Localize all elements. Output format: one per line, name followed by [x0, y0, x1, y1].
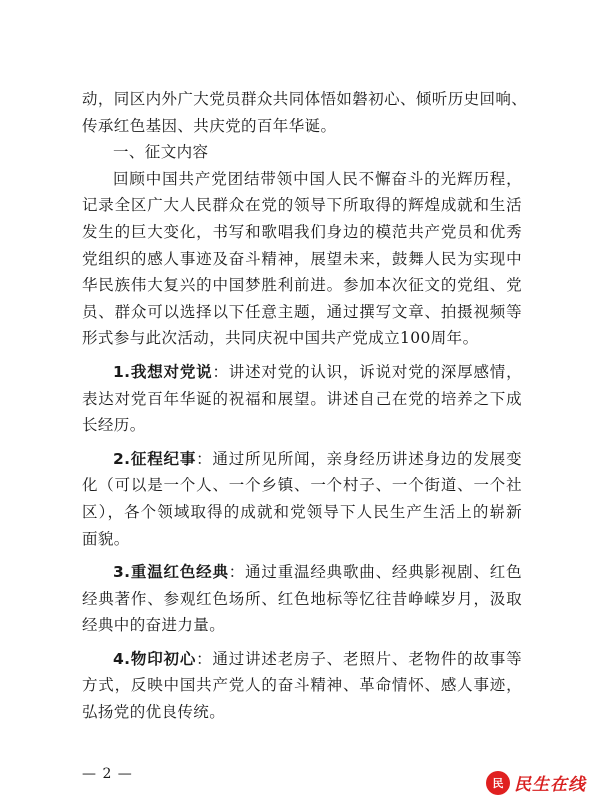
text-line: 回顾中国共产党团结带领中国人民不懈奋斗的光辉历程， [113, 169, 522, 188]
text-line: 经典著作、参观红色场所、红色地标等忆往昔峥嵘岁月，汲取 [82, 589, 522, 608]
text-line: 员、群众可以选择以下任意主题，通过撰写文章、拍摄视频等 [82, 302, 522, 321]
topic-title: 2.征程纪事 [113, 449, 197, 468]
text-line: 2.征程纪事：通过所见所闻，亲身经历讲述身边的发展变 [113, 449, 522, 468]
topic-paragraph-1 [82, 359, 522, 439]
topic-title: 3.重温红色经典 [113, 563, 229, 582]
intro-paragraph [82, 86, 528, 139]
text-line: 4.物印初心：通过讲述老房子、老照片、老物件的故事等 [113, 649, 522, 668]
text-line: 发生的巨大变化，书写和歌唱我们身边的模范共产党员和优秀 [82, 222, 522, 241]
main-paragraph [82, 166, 522, 352]
text-line: 3.重温红色经典：通过重温经典歌曲、经典影视剧、红色 [113, 563, 523, 582]
logo-text: 民生在线 [514, 775, 586, 795]
text-line: 形式参与此次活动，共同庆祝中国共产党成立100周年。 [82, 329, 479, 348]
section-heading: 一、征文内容 [113, 143, 209, 162]
watermark-logo [486, 770, 586, 795]
text-line: 华民族伟大复兴的中国梦胜利前进。参加本次征文的党组、党 [82, 276, 522, 295]
text-line: 方式，反映中国共产党人的奋斗精神、革命情怀、感人事迹， [82, 676, 522, 695]
text-line: 化（可以是一个人、一个乡镇、一个村子、一个街道、一个社 [82, 476, 522, 495]
text-line: 传承红色基因、共庆党的百年华诞。 [82, 116, 337, 135]
text-line: 1.我想对党说：讲述对党的认识，诉说对党的深厚感情， [113, 362, 522, 381]
text-line: 党组织的感人事迹及奋斗精神，展望未来，鼓舞人民为实现中 [82, 249, 522, 268]
text-line: 区），各个领域取得的成就和党领导下人民生产生活上的崭新 [82, 502, 522, 521]
topic-title: 1.我想对党说 [113, 362, 213, 381]
text-line: 面貌。 [82, 529, 130, 548]
text-line: 长经历。 [82, 416, 146, 435]
topic-paragraph-2 [82, 446, 522, 552]
text-line: 表达对党百年华诞的祝福和展望。讲述自己在党的培养之下成 [82, 389, 522, 408]
text-line: 记录全区广大人民群众在党的领导下所取得的辉煌成就和生活 [82, 196, 522, 215]
topic-paragraph-4 [82, 646, 522, 726]
topic-paragraph-3 [82, 559, 522, 639]
text-line: 动，同区内外广大党员群众共同体悟如磐初心、倾听历史回响、 [82, 90, 528, 108]
text-line: 经典中的奋进力量。 [82, 616, 226, 635]
topic-title: 4.物印初心 [113, 649, 197, 668]
document-body [82, 86, 528, 726]
logo-icon: 民 [486, 771, 510, 795]
page-number: — 2 — [82, 766, 133, 782]
text-line: 弘扬党的优良传统。 [82, 703, 226, 722]
